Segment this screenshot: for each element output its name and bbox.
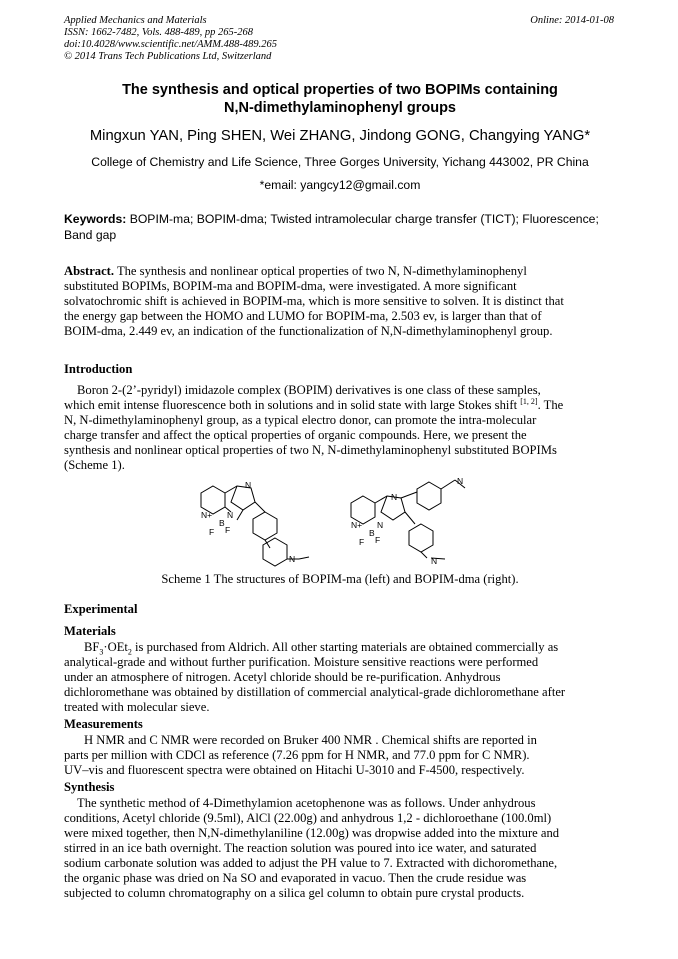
measurements-line: parts per million with CDCl as reference (7.26 ppm for H NMR, and 77.0 ppm for C NMR). [64,748,530,762]
abstract-line: BOIM-dma, 2.449 ev, an indication of the functionalization of N,N-dimethylaminophenyl group. [64,324,553,338]
materials-line: $BF_3\cdot OEt_2$ is purchased from Aldrich. All other starting materials are obtained commercially as [84,640,559,657]
abstract-line: Abstract. The synthesis and nonlinear optical properties of two N, N-dimethylaminophenyl [64,264,527,278]
subheading-materials: Materials [64,624,116,638]
affiliation: College of Chemistry and Life Science, Three Gorges University, Yichang 443002, PR China [91,155,589,169]
copyright-line: © 2014 Trans Tech Publications Ltd, Switzerland [64,51,272,62]
online-date: Online: 2014-01-08 [530,15,614,26]
atom-label: N [431,556,438,566]
paper-title-line-2: N,N-dimethylaminophenyl groups [223,100,456,116]
scheme-caption: Scheme 1 The structures of BOPIM-ma (left) and BOPIM-dma (right). [161,572,519,586]
author-list: Mingxun YAN, Ping SHEN, Wei ZHANG, Jindong GONG, Changying YANG* [89,128,591,144]
atom-label: B [369,528,375,538]
intro-line: charge transfer and affect the optical properties of organic compounds. Here, we present the [64,428,527,442]
keywords-label: Keywords: [64,212,127,226]
journal-name: Applied Mechanics and Materials [64,15,207,26]
introduction-paragraph [64,383,614,473]
intro-line: Boron 2-(2’-pyridyl) imidazole complex (BOPIM) derivatives is one class of these samples, [77,383,541,397]
intro-line: synthesis and nonlinear optical properties of two N, N-dimethylaminophenyl substituted BOPIMs [64,443,557,457]
intro-line: which emit intense fluorescence both in solutions and in solid state with large Stokes shift [1, 2]. The [64,396,564,412]
subheading-measurements: Measurements [64,717,143,731]
materials-line: treated with molecular sieve. [64,700,210,714]
synthesis-paragraph [64,796,614,901]
keywords-line-1 [64,211,616,227]
scheme-1-structures [195,478,495,573]
atom-label: N+ [351,520,363,530]
atom-label: F [209,527,215,537]
abstract-line: solvatochromic shift is achieved in BOPIM-ma, which is more sensitive to solven. It is distinct that [64,294,564,308]
atom-label: B [219,518,225,528]
doi-line [64,39,277,51]
subheading-synthesis: Synthesis [64,780,115,794]
atom-label: F [359,537,365,547]
measurements-line: H NMR and C NMR were recorded on Bruker 400 NMR . Chemical shifts are reported in [84,733,537,747]
atom-label: F [225,525,231,535]
atom-label: N [289,554,296,564]
atom-label: N+ [201,510,213,520]
measurements-paragraph [64,733,614,778]
keywords-line-2: Band gap [64,228,117,242]
bopim-dma-structure [351,480,465,559]
intro-line: (Scheme 1). [64,458,125,472]
section-heading-introduction: Introduction [64,362,133,376]
synthesis-line: stirred in an ice bath overnight. The reaction solution was poured into ice water, and saturated [64,841,537,855]
citation[interactable]: [1, 2] [520,396,538,406]
intro-line: N, N-dimethylaminophenyl group, as a typical electro donor, can promote the intra-molecular [64,413,537,427]
synthesis-line: subjected to column chromatography on a silica gel column to obtain pure crystal products. [64,886,525,900]
materials-paragraph [64,640,614,715]
materials-line: analytical-grade and without further purification. Moisture sensitive reactions were performed [64,655,539,669]
abstract-paragraph [64,264,614,339]
atom-label: F [375,535,381,545]
synthesis-line: The synthetic method of 4-Dimethylamion acetophenone was as follows. Under anhydrous [77,796,536,810]
section-heading-experimental: Experimental [64,602,138,616]
corresponding-email: *email: yangcy12@gmail.com [259,178,421,192]
doi-link[interactable]: doi:10.4028/www.scientific.net/AMM.488-489.265 [64,39,277,50]
atom-label: N [457,478,464,486]
abstract-label: Abstract. [64,264,115,278]
synthesis-line: sodium carbonate solution was added to adjust the PH value to 7. Extracted with dichoromethane, [64,856,558,870]
materials-line: under an atmosphere of nitrogen. Acetyl chloride should be re-purification. Anhydrous [64,670,501,684]
synthesis-line: the organic phase was dried on Na SO and evaporated in vacuo. Then the crude residue was [64,871,527,885]
keywords-text: BOPIM-ma; BOPIM-dma; Twisted intramolecular charge transfer (TICT); Fluorescence; [129,212,599,226]
issn-line: ISSN: 1662-7482, Vols. 488-489, pp 265-268 [64,27,253,38]
atom-label: N [391,492,398,502]
abstract-line: substituted BOPIMs, BOPIM-ma and BOPIM-dma, were investigated. A more significant [64,279,517,293]
synthesis-line: conditions, Acetyl chloride (9.5ml), AlCl (22.00g) and anhydrous 1,2 - dichloroethane (100.0ml) [64,811,552,825]
abstract-line: the energy gap between the HOMO and LUMO for BOPIM-ma, 2.503 ev, is larger than that of [64,309,542,323]
atom-label: N [377,520,384,530]
atom-label: N [245,480,252,490]
materials-line: dichloromethane was obtained by distillation of commercial analytical-grade dichloromethane after [64,685,566,699]
atom-label: N [227,510,234,520]
measurements-line: UV–vis and fluorescent spectra were obtained on Hitachi U-3010 and F-4500, respectively. [64,763,525,777]
paper-title-line-1: The synthesis and optical properties of two BOPIMs containing [122,82,558,98]
synthesis-line: were mixed together, then N,N-dimethylaniline (12.00g) was dropwise added into the mixture and [64,826,560,840]
